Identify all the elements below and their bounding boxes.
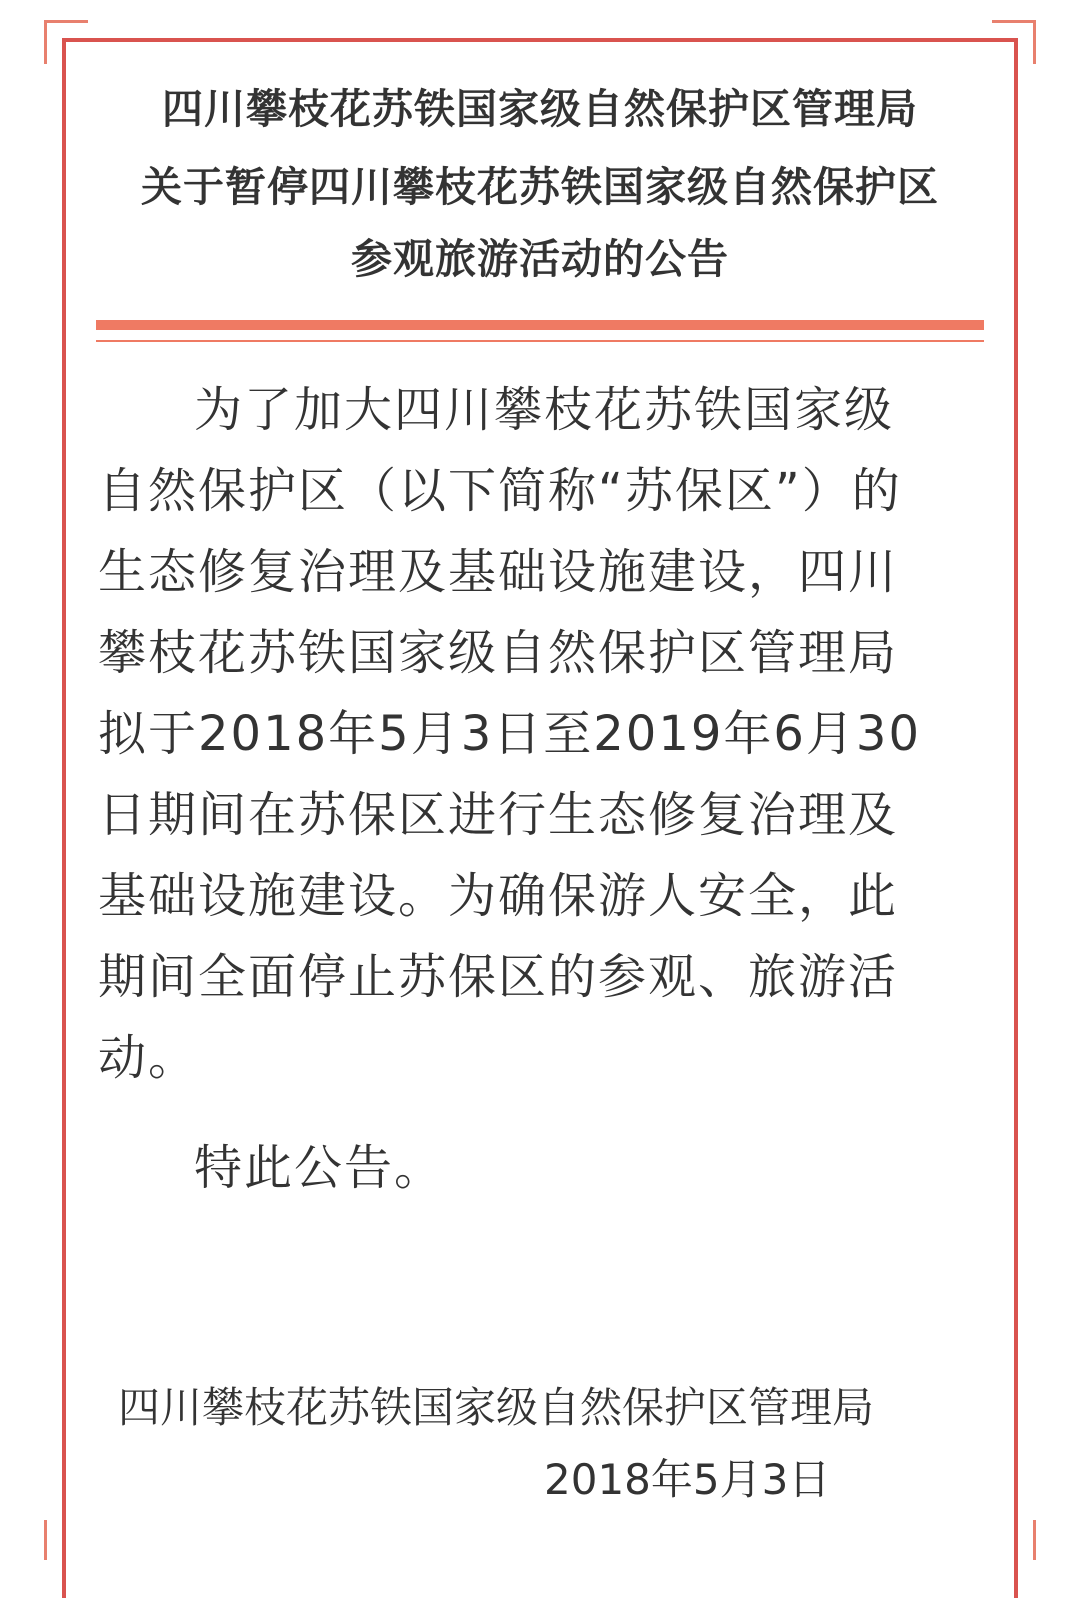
body-line: 期间全面停止苏保区的参观、旅游活 [98,949,899,1005]
notice-title-line-1: 四川攀枝花苏铁国家级自然保护区管理局 [162,85,918,133]
body-line: 为了加大四川攀枝花苏铁国家级 [194,382,895,438]
body-line: 拟于2018年5月3日至2019年6月30 [98,706,922,762]
frame-corner-top-right [992,20,1036,64]
frame-tick-right [1033,1520,1036,1560]
frame-tick-left [44,1520,47,1560]
body-line: 动。 [98,1030,199,1086]
notice-title-line-3: 参观旅游活动的公告 [351,235,729,283]
notice-title-line-2: 关于暂停四川攀枝花苏铁国家级自然保护区 [141,163,939,211]
notice-body [98,370,968,1099]
body-line: 日期间在苏保区进行生态修复治理及 [98,787,899,843]
signature-date: 2018年5月3日 [544,1455,831,1504]
body-line: 生态修复治理及基础设施建设，四川 [98,544,899,600]
title-divider-thin [96,340,984,342]
title-divider-thick [96,320,984,330]
closing-statement: 特此公告。 [194,1140,445,1196]
frame-corner-top-left [44,20,88,64]
body-line: 攀枝花苏铁国家级自然保护区管理局 [98,625,899,681]
signature-organization: 四川攀枝花苏铁国家级自然保护区管理局 [118,1383,875,1432]
body-line: 自然保护区（以下简称“苏保区”）的 [98,463,902,519]
body-line: 基础设施建设。为确保游人安全，此 [98,868,899,924]
